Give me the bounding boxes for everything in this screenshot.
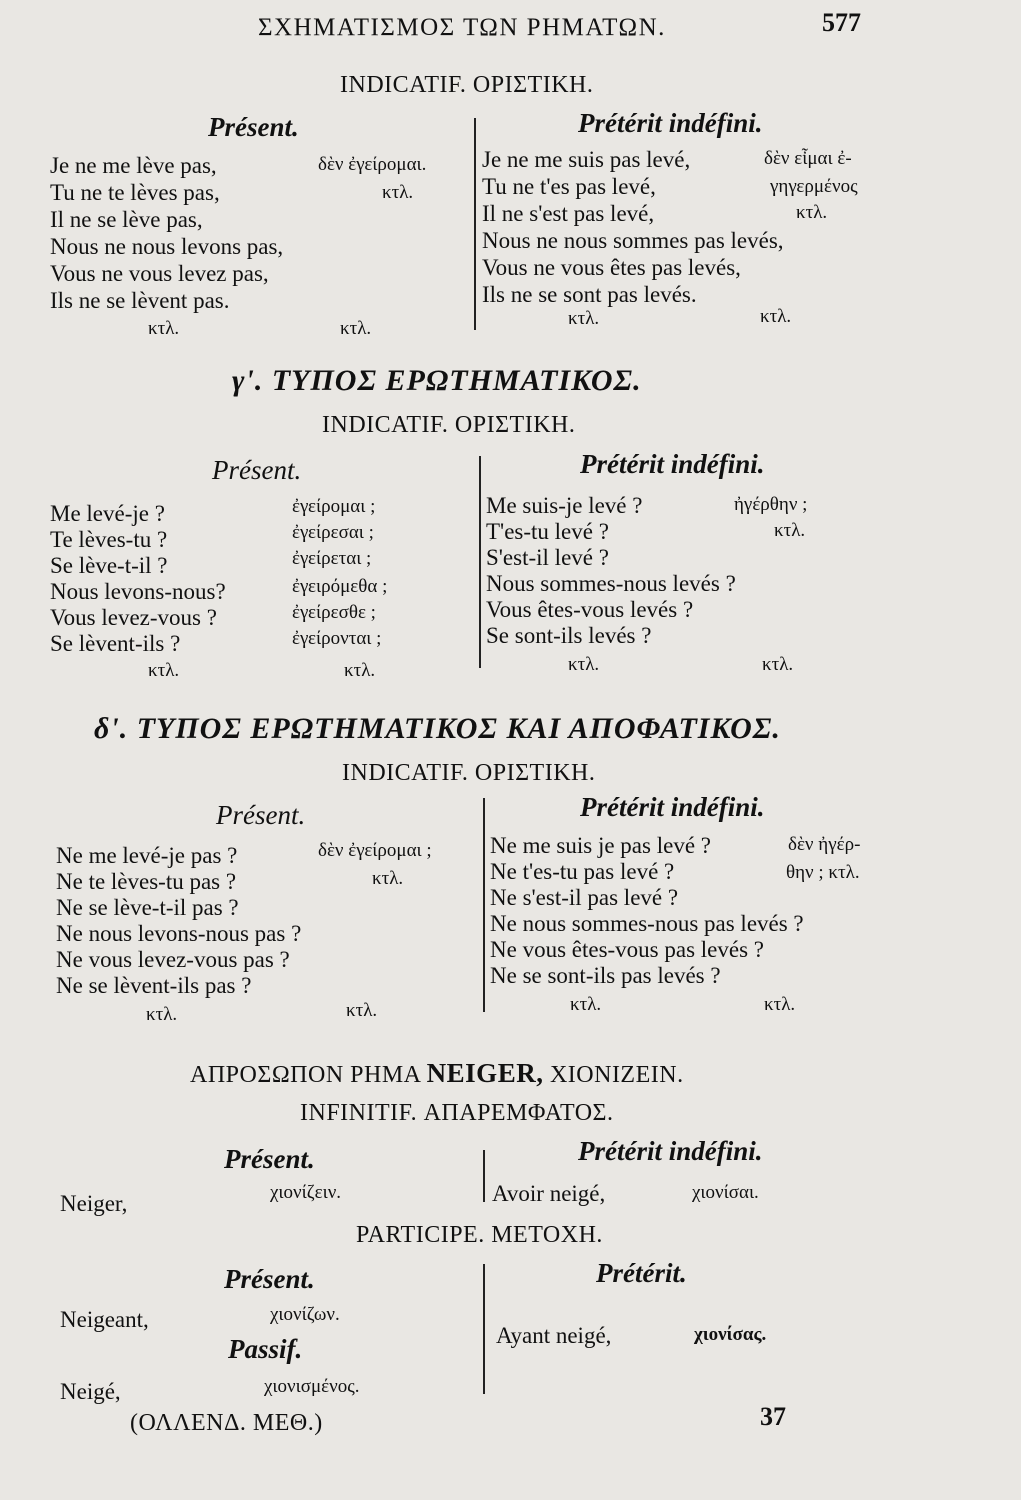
conjugation-line: Ayant neigé,	[496, 1323, 612, 1348]
etc-mark: κτλ.	[568, 654, 600, 675]
conjugation-line: Nous ne nous sommes pas levés,	[482, 228, 784, 253]
conjugation-line: Ne vous êtes-vous pas levés ?	[490, 937, 765, 962]
conjugation-line: Nous sommes-nous levés ?	[486, 571, 736, 596]
conjugation-line: Neigeant,	[60, 1307, 149, 1332]
etc-mark: κτλ.	[568, 308, 600, 329]
greek-translation: ἐγείρεσθε ;	[292, 602, 376, 623]
block4-title-verb: NEIGER,	[426, 1058, 544, 1088]
block2-title: γ'. ΤΥΠΟΣ ΕΡΩΤΗΜΑΤΙΚΟΣ.	[232, 364, 642, 397]
conjugation-line: Te lèves-tu ?	[50, 527, 168, 552]
conjugation-line: Neiger,	[60, 1191, 128, 1216]
infinitive-right-title: Prétérit indéfini.	[578, 1136, 763, 1166]
greek-translation: χιονισμένος.	[264, 1376, 360, 1397]
greek-translation: θην ; κτλ.	[786, 862, 860, 883]
conjugation-line: Me suis-je levé ?	[486, 493, 643, 518]
conjugation-line: Se lèvent-ils ?	[50, 631, 181, 656]
block3-heading: INDICATIF. ΟΡΙΣΤΙΚΗ.	[342, 760, 596, 786]
conjugation-line: Ils ne se lèvent pas.	[50, 288, 230, 313]
block4-title-post: ΧΙΟΝΙΖΕΙΝ.	[549, 1062, 684, 1088]
conjugation-line: Nous ne nous levons pas,	[50, 234, 284, 259]
conjugation-line: Je ne me suis pas levé,	[482, 147, 691, 172]
greek-translation: δὲν εἶμαι ἐ-	[764, 148, 852, 169]
conjugation-line: Ne se lève-t-il pas ?	[56, 895, 239, 920]
etc-mark: κτλ.	[570, 994, 602, 1015]
conjugation-line: Je ne me lève pas,	[50, 153, 217, 178]
etc-mark: κτλ.	[764, 994, 796, 1015]
greek-translation: χιονίσαι.	[692, 1182, 759, 1203]
greek-translation: ἐγειρόμεθα ;	[292, 576, 388, 597]
conjugation-line: Vous ne vous êtes pas levés,	[482, 255, 741, 280]
conjugation-line: Ne s'est-il pas levé ?	[490, 885, 679, 910]
running-head: ΣΧΗΜΑΤΙΣΜΟΣ ΤΩΝ ΡΗΜΑΤΩΝ.	[258, 14, 666, 41]
column-divider	[474, 118, 476, 330]
etc-mark: κτλ.	[148, 318, 180, 339]
block1-left-title: Présent.	[208, 112, 299, 142]
conjugation-line: Vous ne vous levez pas,	[50, 261, 269, 286]
column-divider	[483, 1264, 485, 1394]
greek-translation: χιονίσας.	[694, 1324, 767, 1345]
etc-mark: κτλ.	[340, 318, 372, 339]
column-divider	[483, 798, 485, 1012]
conjugation-line: Neigé,	[60, 1379, 121, 1404]
block4-title	[190, 1058, 684, 1089]
block1-heading: INDICATIF. ΟΡΙΣΤΙΚΗ.	[340, 72, 594, 98]
conjugation-line: Me levé-je ?	[50, 501, 165, 526]
footer-signature: (ΟΛΛΕΝΔ. ΜΕΘ.)	[130, 1410, 323, 1436]
block2-heading: INDICATIF. ΟΡΙΣΤΙΚΗ.	[322, 412, 576, 438]
conjugation-line: Avoir neigé,	[492, 1181, 606, 1206]
conjugation-line: Ne se sont-ils pas levés ?	[490, 963, 721, 988]
conjugation-line: Ne vous levez-vous pas ?	[56, 947, 290, 972]
column-divider	[479, 456, 481, 668]
greek-translation: γηγερμένος	[770, 176, 858, 197]
greek-translation: δὲν ἐγείρομαι ;	[318, 840, 432, 861]
participle-heading: PARTICIPE. ΜΕΤΟΧΗ.	[356, 1222, 603, 1248]
infinitive-heading: INFINITIF. ΑΠΑΡΕΜΦΑΤΟΣ.	[300, 1100, 614, 1126]
conjugation-line: Ne nous levons-nous pas ?	[56, 921, 302, 946]
conjugation-line: Ne te lèves-tu pas ?	[56, 869, 237, 894]
etc-mark: κτλ.	[774, 520, 806, 541]
conjugation-line: Nous levons-nous?	[50, 579, 226, 604]
conjugation-line: T'es-tu levé ?	[486, 519, 609, 544]
conjugation-line: Vous levez-vous ?	[50, 605, 217, 630]
conjugation-line: Il ne se lève pas,	[50, 207, 203, 232]
etc-mark: κτλ.	[346, 1000, 378, 1021]
conjugation-line: Vous êtes-vous levés ?	[486, 597, 694, 622]
conjugation-line: Ne me suis je pas levé ?	[490, 833, 711, 858]
conjugation-line: Ne me levé-je pas ?	[56, 843, 238, 868]
greek-translation: ἐγείρονται ;	[292, 628, 382, 649]
etc-mark: κτλ.	[344, 660, 376, 681]
greek-translation: χιονίζων.	[270, 1304, 340, 1325]
etc-mark: κτλ.	[372, 868, 404, 889]
etc-mark: κτλ.	[146, 1004, 178, 1025]
conjugation-line: Se lève-t-il ?	[50, 553, 168, 578]
participle-right-title: Prétérit.	[596, 1258, 687, 1288]
block3-right-title: Prétérit indéfini.	[580, 792, 765, 822]
conjugation-line: Ne nous sommes-nous pas levés ?	[490, 911, 804, 936]
greek-translation: δὲν ἠγέρ-	[788, 834, 861, 855]
greek-translation: ἠγέρθην ;	[734, 494, 808, 515]
column-divider	[483, 1150, 485, 1202]
conjugation-line: Tu ne t'es pas levé,	[482, 174, 656, 199]
block3-title: δ'. ΤΥΠΟΣ ΕΡΩΤΗΜΑΤΙΚΟΣ ΚΑΙ ΑΠΟΦΑΤΙΚΟΣ.	[94, 712, 781, 745]
passive-title: Passif.	[228, 1334, 303, 1364]
greek-translation: δὲν ἐγείρομαι.	[318, 154, 427, 175]
greek-translation: ἐγείρεσαι ;	[292, 522, 374, 543]
conjugation-line: Ils ne se sont pas levés.	[482, 282, 697, 307]
conjugation-line: Il ne s'est pas levé,	[482, 201, 655, 226]
conjugation-line: Ne se lèvent-ils pas ?	[56, 973, 252, 998]
greek-translation: ἐγείρομαι ;	[292, 496, 376, 517]
conjugation-line: Ne t'es-tu pas levé ?	[490, 859, 675, 884]
infinitive-left-title: Présent.	[224, 1144, 315, 1174]
block4-title-pre: ΑΠΡΟΣΩΠΟΝ ΡΗΜΑ	[190, 1062, 421, 1088]
block1-right-title: Prétérit indéfini.	[578, 108, 763, 138]
conjugation-line: S'est-il levé ?	[486, 545, 609, 570]
etc-mark: κτλ.	[148, 660, 180, 681]
etc-mark: κτλ.	[762, 654, 794, 675]
greek-translation: χιονίζειν.	[270, 1182, 342, 1203]
block2-right-title: Prétérit indéfini.	[580, 449, 765, 479]
greek-translation: κτλ.	[382, 182, 414, 203]
etc-mark: κτλ.	[760, 306, 792, 327]
greek-translation: κτλ.	[796, 202, 828, 223]
block3-left-title: Présent.	[216, 800, 306, 830]
greek-translation: ἐγείρεται ;	[292, 548, 372, 569]
block2-left-title: Présent.	[212, 455, 302, 485]
sheet-number: 37	[760, 1402, 786, 1431]
page-number: 577	[822, 8, 861, 37]
conjugation-line: Tu ne te lèves pas,	[50, 180, 220, 205]
participle-left-title: Présent.	[224, 1264, 315, 1294]
conjugation-line: Se sont-ils levés ?	[486, 623, 652, 648]
